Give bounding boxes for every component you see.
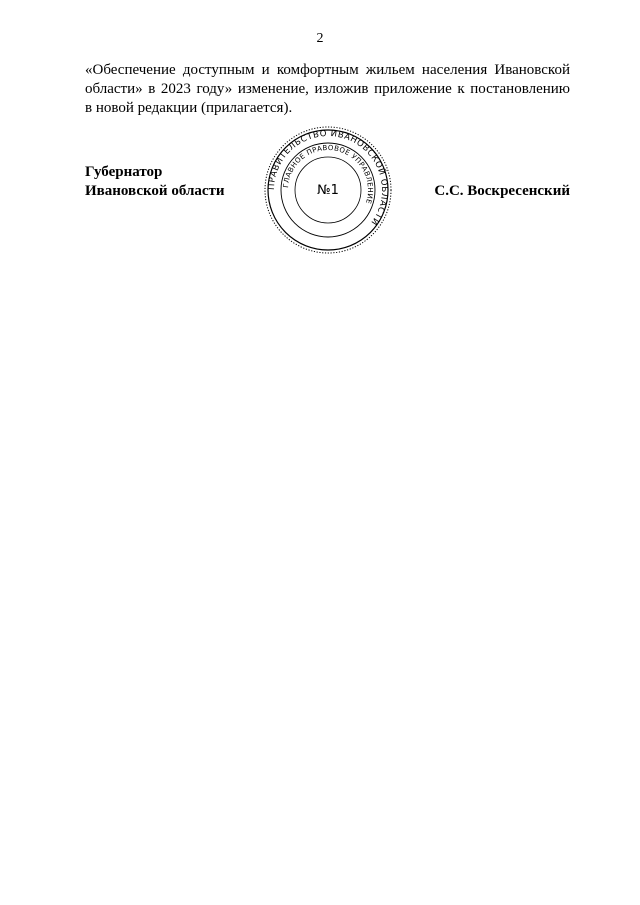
page-number: 2 bbox=[316, 31, 324, 46]
official-seal bbox=[264, 126, 392, 254]
body-line-3: в новой редакции (прилагается). bbox=[85, 100, 293, 116]
signatory-title-line-1: Губернатор bbox=[85, 164, 163, 180]
body-line-1: «Обеспечение доступным и комфортным жильем населения Ивановской bbox=[85, 62, 570, 78]
body-paragraph bbox=[85, 61, 570, 118]
signatory-title-line-2: Ивановской области bbox=[85, 183, 225, 199]
seal-center-text: №1 bbox=[317, 183, 339, 198]
seal-outer-text: ПРАВИТЕЛЬСТВО ИВАНОВСКОЙ ОБЛАСТИ bbox=[266, 128, 390, 228]
seal-inner-text: ГЛАВНОЕ ПРАВОВОЕ УПРАВЛЕНИЕ bbox=[282, 143, 375, 205]
signatory-title bbox=[85, 163, 225, 201]
body-line-2: области» в 2023 году» изменение, изложив приложение к постановлению bbox=[85, 81, 570, 97]
signatory-name: С.С. Воскресенский bbox=[434, 183, 570, 199]
